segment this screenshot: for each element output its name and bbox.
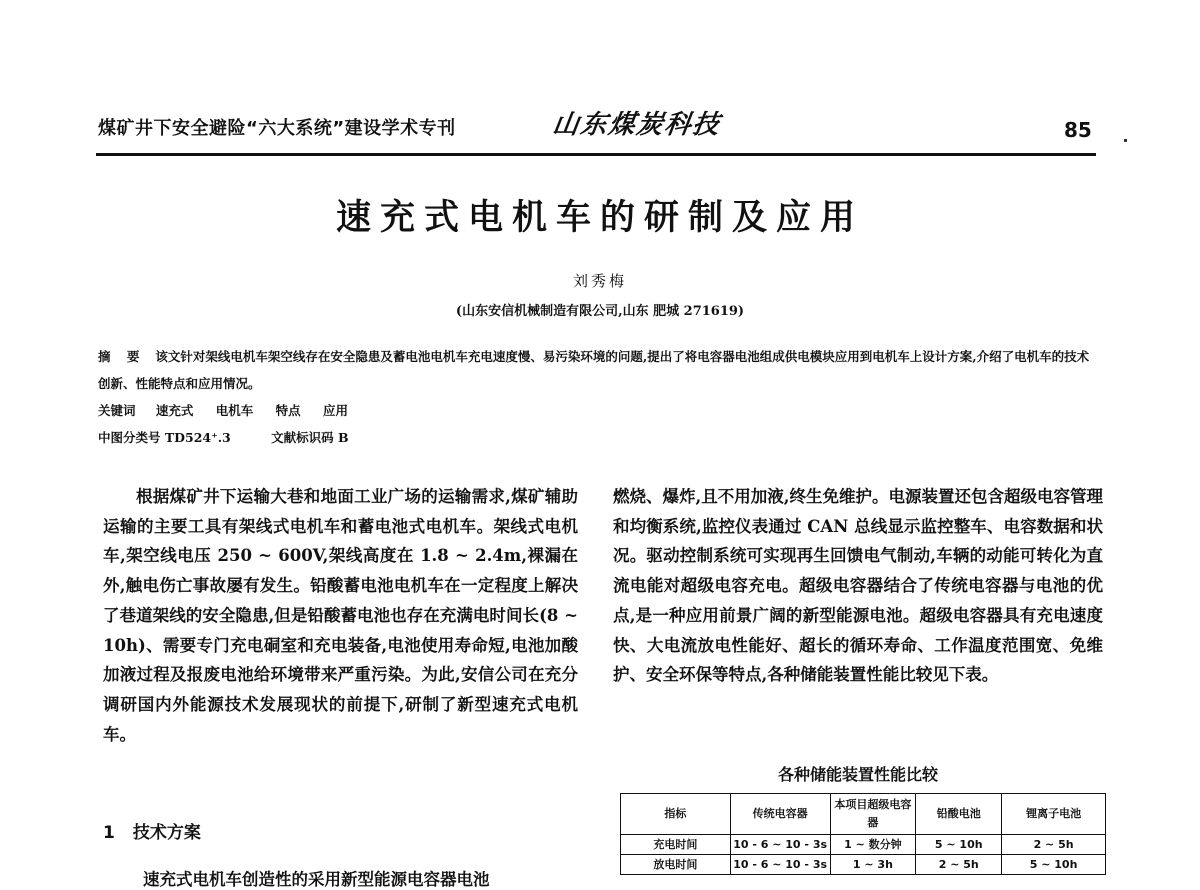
journal-issue-title: 煤矿井下安全避险“六大系统”建设学术专刊: [98, 118, 456, 139]
page-number: 85: [1064, 118, 1092, 142]
affiliation: (山东安信机械制造有限公司,山东 肥城 271619): [455, 304, 745, 319]
table-cell: 5 ~ 10h: [916, 835, 1002, 855]
table-cell: 10 - 6 ~ 10 - 3s: [730, 835, 830, 855]
table-row: [621, 855, 1106, 875]
table-header-cell: 指标: [621, 794, 731, 835]
table-cell: 1 ~ 3h: [830, 855, 916, 875]
table-header-row: [621, 794, 1106, 835]
table-row: [621, 835, 1106, 855]
author: 刘秀梅: [572, 272, 627, 290]
abstract-label: 摘 要: [98, 349, 146, 364]
table-header-cell: 铅酸电池: [916, 794, 1002, 835]
scan-speck: [1124, 139, 1127, 142]
table-header-cell: 本项目超级电容器: [830, 794, 916, 835]
keywords-label: 关键词: [98, 403, 136, 418]
body-paragraph-right: 燃烧、爆炸,且不用加液,终生免维护。电源装置还包含超级电容管理和均衡系统,监控仪表通过 CAN 总线显示监控整车、电容数据和状况。驱动控制系统可实现再生回馈电气制动,车辆的动能可转化为直流电能对超级电容充电。超级电容器结合了传统电容器与电池的优点,是一种应用前景广阔的新型能源电池。超级电容器具有充电速度快、大电流放电性能好、超长的循环寿命、工作温度范围宽、免维护、安全环保等特点,各种储能装置性能比较见下表。: [613, 487, 1103, 685]
classification: [98, 428, 349, 446]
table-cell: 放电时间: [621, 855, 731, 875]
journal-brand-logo: 山东煤炭科技: [550, 110, 723, 140]
keyword: 应用: [323, 403, 349, 418]
abstract: [98, 343, 1098, 397]
abstract-text: 该文针对架线电机车架空线存在安全隐患及蓄电池电机车充电速度慢、易污染环境的问题,提出了将电容器电池组成供电模块应用到电机车上设计方案,介绍了电机车的技术创新、性能特点和应用情况。: [98, 349, 1090, 391]
body-paragraph-cut: 速充式电机车创造性的采用新型能源电容器电池: [143, 870, 490, 889]
table-cell: 5 ~ 10h: [1002, 855, 1106, 875]
doc-code-label: 文献标识码: [271, 430, 334, 445]
table-cell: 充电时间: [621, 835, 731, 855]
classification-value: TD524⁺.3: [164, 430, 231, 445]
comparison-table: [620, 793, 1106, 875]
table-header-cell: 传统电容器: [730, 794, 830, 835]
table-cell: 1 ~ 数分钟: [830, 835, 916, 855]
section-title: 技术方案: [132, 823, 201, 843]
header-rule: [96, 153, 1096, 156]
section-number: 1: [103, 823, 115, 843]
classification-label: 中图分类号: [98, 430, 161, 445]
keyword: 电机车: [215, 403, 254, 418]
section-heading: [103, 818, 201, 843]
body-paragraph-left: 根据煤矿井下运输大巷和地面工业广场的运输需求,煤矿辅助运输的主要工具有架线式电机车和蓄电池式电机车。架线式电机车,架空线电压 250 ~ 600V,架线高度在 1.8 ~ 2.4m,裸漏在外,触电伤亡事故屡有发生。铅酸蓄电池电机车在一定程度上解决了巷道架线的安全隐患,但是铅酸蓄电池也存在充满电时间长(8 ~ 10h)、需要专门充电硐室和充电装备,电池使用寿命短,电池加酸加液过程及报废电池给环境带来严重污染。为此,安信公司在充分调研国内外能源技术发展现状的前提下,研制了新型速充式电机车。: [103, 487, 578, 744]
article-title: 速充式电机车的研制及应用: [335, 197, 864, 238]
keyword: 特点: [275, 403, 301, 418]
keyword: 速充式: [155, 403, 194, 418]
table-cell: 2 ~ 5h: [916, 855, 1002, 875]
table-title: 各种储能装置性能比较: [777, 765, 938, 784]
table-cell: 2 ~ 5h: [1002, 835, 1106, 855]
table-cell: 10 - 6 ~ 10 - 3s: [730, 855, 830, 875]
keywords: [98, 401, 366, 419]
doc-code-value: B: [338, 430, 349, 445]
table-header-cell: 锂离子电池: [1002, 794, 1106, 835]
